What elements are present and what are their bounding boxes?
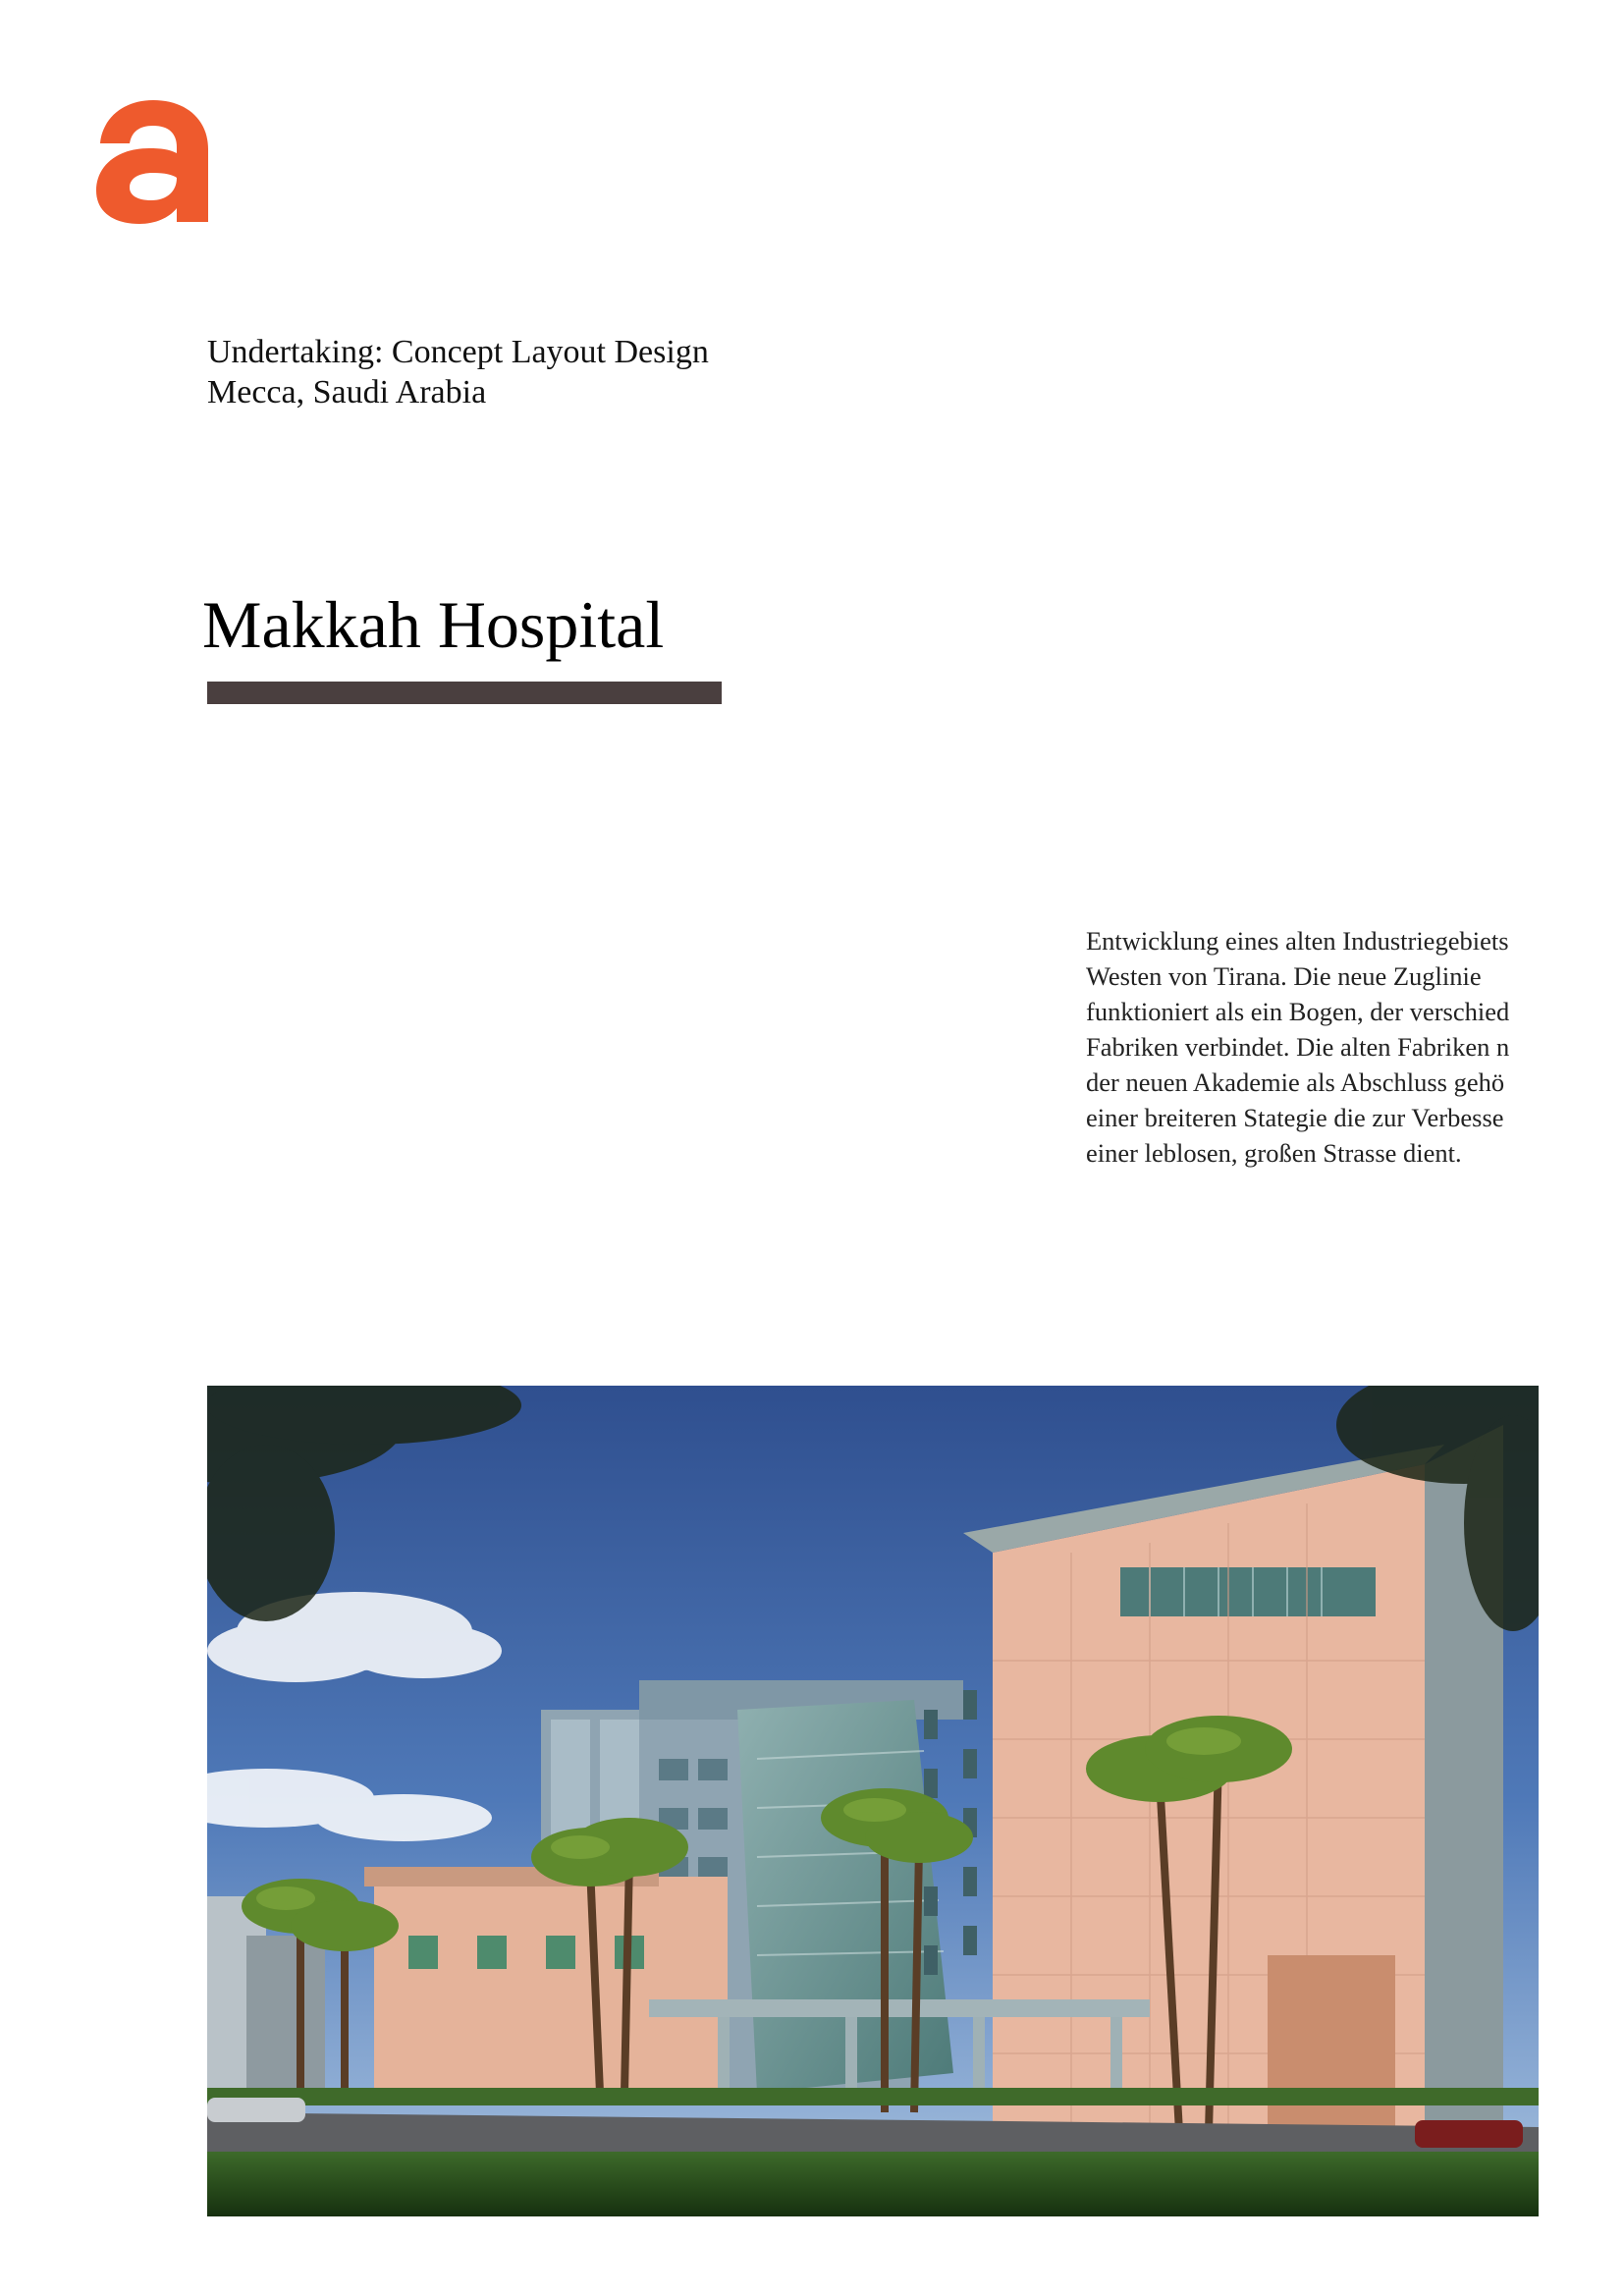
page-title: Makkah Hospital — [202, 587, 665, 662]
description-line: funktioniert als ein Bogen, der verschied — [1086, 997, 1510, 1026]
description-line: Westen von Tirana. Die neue Zuglinie — [1086, 961, 1482, 991]
hospital-rendering — [207, 1386, 1539, 2216]
description-block — [1086, 923, 1542, 1178]
project-meta — [207, 332, 709, 412]
description-line: Fabriken verbindet. Die alten Fabriken n — [1086, 1032, 1510, 1062]
description-line: der neuen Akademie als Abschluss gehö — [1086, 1067, 1505, 1097]
title-underline-bar — [207, 682, 722, 704]
undertaking-label: Undertaking: Concept Layout Design — [207, 334, 709, 370]
location-label: Mecca, Saudi Arabia — [207, 374, 487, 410]
description-line: einer breiteren Stategie die zur Verbesse — [1086, 1103, 1504, 1132]
company-logo — [94, 98, 212, 226]
description-line: einer leblosen, großen Strasse dient. — [1086, 1138, 1462, 1168]
description-line: Entwicklung eines alten Industriegebiets — [1086, 926, 1509, 956]
